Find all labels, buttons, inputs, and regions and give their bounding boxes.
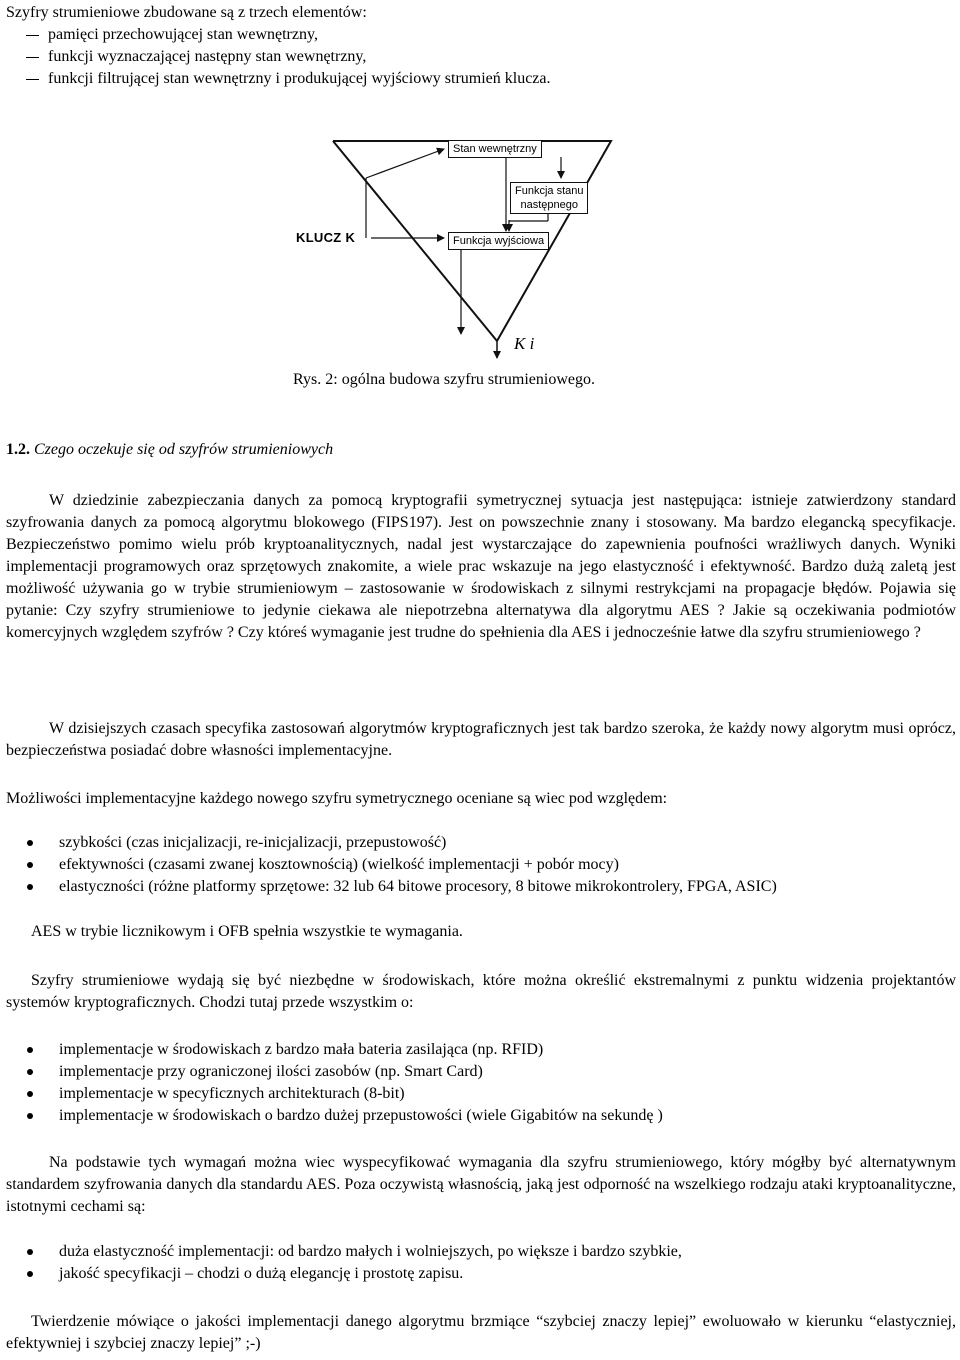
- paragraph: W dzisiejszych czasach specyfika zastosowań algorytmów kryptograficznych jest tak bardzo szeroka, że każdy nowy algorytm musi oprócz, bezpieczeństwa posiadać dobre własności implementacyjne.: [6, 720, 956, 759]
- keystream-symbol: K i: [514, 334, 535, 353]
- paragraph: Na podstawie tych wymagań można wiec wyspecyfikować wymagania dla szyfru strumieniowego, który mógłby być alternatywnym standardem szyfrowania danych dla standardu AES. Poza oczywistą własnością, jaką jest odporność na wszelkiego rodzaju ataki kryptoanalityczne, istotnymi cechami są:: [6, 1154, 956, 1215]
- paragraph: Możliwości implementacyjne każdego nowego szyfru symetrycznego oceniane są wiec pod względem:: [6, 790, 668, 807]
- list-item: elastyczności (różne platformy sprzętowe: 32 lub 64 bitowe procesory, 8 bitowe mikrokontrolery, FPGA, ASIC): [27, 876, 777, 898]
- intro-block: [6, 2, 551, 90]
- key-label: KLUCZ K: [296, 230, 356, 245]
- list-item: jakość specyfikacji – chodzi o dużą elegancję i prostotę zapisu.: [27, 1263, 682, 1285]
- section-number: 1.2.: [6, 441, 30, 458]
- list-item: implementacje w specyficznych architekturach (8-bit): [27, 1083, 663, 1105]
- list-item: implementacje w środowiskach z bardzo mała bateria zasilająca (np. RFID): [27, 1039, 663, 1061]
- paragraph: Twierdzenie mówiące o jakości implementacji danego algorytmu brzmiące “szybciej znaczy lepiej” ewoluowało w kierunku “elastyczniej, efektywniej i szybciej znaczy lepiej” ;-): [6, 1313, 956, 1352]
- output-function-box: Funkcja wyjściowa: [448, 232, 549, 250]
- list-item: funkcji filtrującej stan wewnętrzny i produkującej wyjściowy strumień klucza.: [6, 68, 551, 90]
- bullet-list: [27, 1039, 663, 1127]
- list-item: implementacje przy ograniczonej ilości zasobów (np. Smart Card): [27, 1061, 663, 1083]
- paragraph: Szyfry strumieniowe wydają się być niezbędne w środowiskach, które można określić ekstremalnymi z punktu widzenia projektantów systemów kryptograficznych. Chodzi tutaj przede wszystkim o:: [6, 972, 956, 1011]
- stream-cipher-diagram: [286, 138, 646, 363]
- paragraph: W dziedzinie zabezpieczania danych za pomocą kryptografii symetrycznej sytuacja jest następująca: istnieje zatwierdzony standard szyfrowania danych za pomocą algorytmu blokowego (FIPS197). Jest on powszechnie znany i stosowany. Ma bardzo elegancką specyfikacje. Bezpieczeństwo pomimo wielu prób kryptoanalitycznych, nadal jest wystarczające do zapewnienia poufności wrażliwych danych. Wyniki implementacji programowych oraz sprzętowych znakomite, a wiele prac wskazuje na jego elastyczność i efektywność. Bardzo dużą zaletą jest możliwość używania go w trybie strumieniowym – zastosowanie w środowiskach z silnymi restrykcjami na propagacje błędów. Pojawia się pytanie: Czy szyfry strumieniowe to jedynie ciekawa ale niepotrzebna alternatywa dla algorytmu AES ? Jakie są oczekiwania podmiotów komercyjnych względem szyfrów ? Czy któreś wymaganie jest trudne do spełnienia dla AES i jednocześnie łatwe dla szyfru strumieniowego ?: [6, 492, 956, 641]
- section-heading: [6, 439, 333, 461]
- bullet-list: [27, 1241, 682, 1285]
- paragraph: AES w trybie licznikowym i OFB spełnia wszystkie te wymagania.: [31, 923, 463, 940]
- next-state-function-box: Funkcja stanu następnego: [510, 182, 588, 214]
- key-line: [366, 149, 444, 178]
- list-item: funkcji wyznaczającej następny stan wewnętrzny,: [6, 46, 551, 68]
- element-list: [6, 24, 551, 90]
- list-item: pamięci przechowującej stan wewnętrzny,: [6, 24, 551, 46]
- diagram-lines: [286, 138, 646, 363]
- list-item: szybkości (czas inicjalizacji, re-inicjalizacji, przepustowość): [27, 832, 777, 854]
- list-item: efektywności (czasami zwanej kosztownością) (wielkość implementacji + pobór mocy): [27, 854, 777, 876]
- figure-caption: Rys. 2: ogólna budowa szyfru strumieniowego.: [293, 371, 595, 388]
- internal-state-box: Stan wewnętrzny: [448, 140, 542, 158]
- list-item: implementacje w środowiskach o bardzo dużej przepustowości (wiele Gigabitów na sekundę ): [27, 1105, 663, 1127]
- list-item: duża elastyczność implementacji: od bardzo małych i wolniejszych, po większe i bardzo szybkie,: [27, 1241, 682, 1263]
- intro-text: Szyfry strumieniowe zbudowane są z trzech elementów:: [6, 4, 367, 21]
- bullet-list: [27, 832, 777, 898]
- section-title: Czego oczekuje się od szyfrów strumieniowych: [34, 441, 334, 458]
